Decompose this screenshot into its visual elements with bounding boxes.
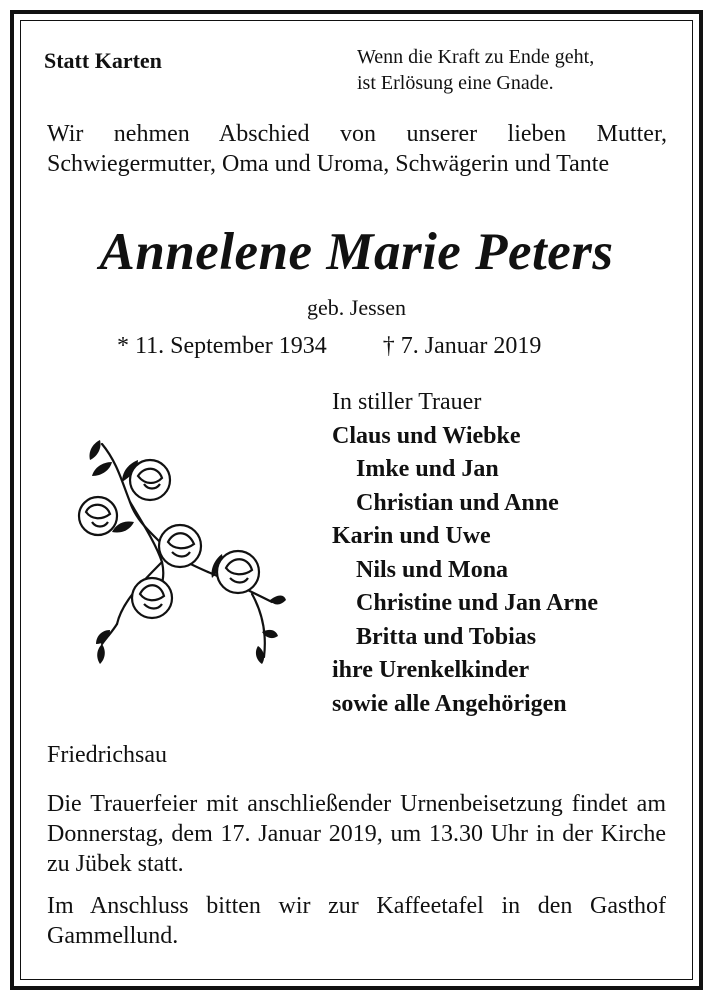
mourner-line: Claus und Wiebke <box>332 422 521 449</box>
mourners-lead: In stiller Trauer <box>332 389 482 415</box>
deceased-name: Annelene Marie Peters <box>99 223 614 281</box>
mourner-line: sowie alle Angehörigen <box>332 690 567 717</box>
place-name: Friedrichsau <box>47 742 167 768</box>
mourner-line: Christian und Anne <box>356 489 559 516</box>
ceremony-text: Die Trauerfeier mit anschließender Urnenbeisetzung findet am Donnerstag, dem 17. Januar 2019, um 13.30 Uhr in der Kirche zu Jübek statt. <box>47 791 666 877</box>
birth-date: * 11. September 1934 <box>117 333 327 359</box>
intro-text: Wir nehmen Abschied von unserer lieben Mutter, Schwiegermutter, Oma und Uroma, Schwägerin und Tante <box>47 121 667 177</box>
mourner-line: Karin und Uwe <box>332 523 491 549</box>
roses-icon <box>72 432 287 667</box>
life-dates <box>117 333 541 360</box>
motto-line: ist Erlösung eine Gnade. <box>357 72 554 94</box>
mourner-line: Nils und Mona <box>356 556 509 583</box>
mourner-line: Christine und Jan Arne <box>356 590 599 616</box>
mourners-list <box>332 386 598 721</box>
motto <box>357 44 677 96</box>
statt-karten-label: Statt Karten <box>44 48 162 73</box>
motto-line: Wenn die Kraft zu Ende geht, <box>357 46 595 68</box>
death-date: † 7. Januar 2019 <box>382 333 542 359</box>
mourner-line: ihre Urenkelkinder <box>332 657 530 683</box>
born-name: geb. Jessen <box>307 295 406 320</box>
reception-text: Im Anschluss bitten wir zur Kaffeetafel in den Gasthof Gammellund. <box>47 893 666 949</box>
mourner-line: Imke und Jan <box>356 456 499 482</box>
mourner-line: Britta und Tobias <box>356 623 537 650</box>
